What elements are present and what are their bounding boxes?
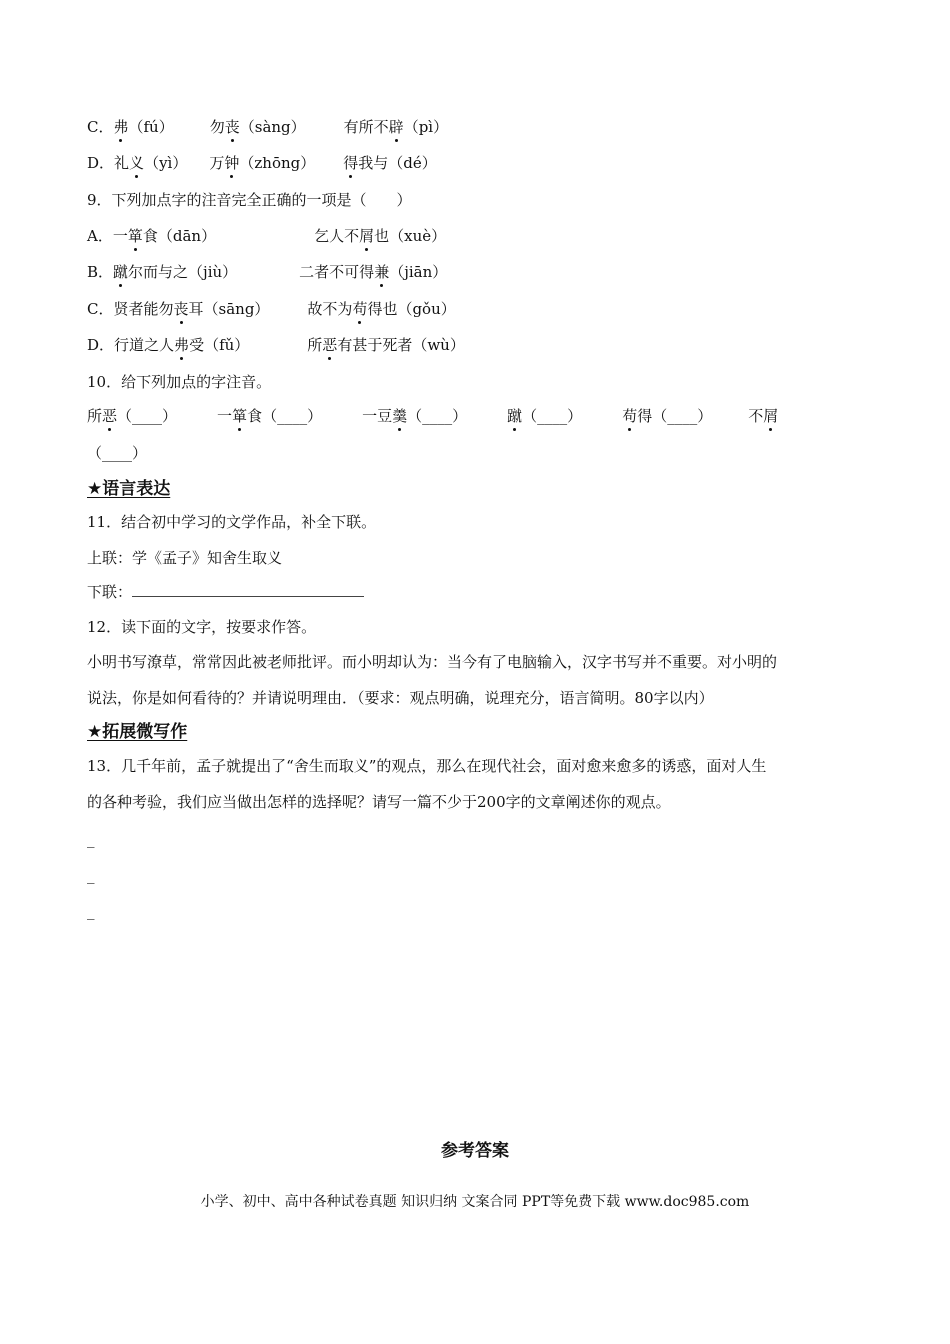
emphasis-dot-char: 义 [129,154,145,172]
q10-items: 所恶（____） 一箪食（____） 一豆羹（____） 蹴（____） 苟得（____） 不屑 [87,407,779,425]
writing-line-1: _ [87,830,95,848]
q9-stem: 9．下列加点字的注音完全正确的一项是（ ） [87,191,412,209]
emphasis-dot-char: 箪 [232,407,248,425]
q11-upper-couplet: 上联：学《孟子》知舍生取义 [87,549,283,567]
q13-prompt-line-1: 13．几千年前，孟子就提出了“舍生而取义”的观点，那么在现代社会，面对愈来愈多的诱惑，面对人生 [87,757,767,775]
emphasis-dot-char: 恶 [322,336,338,354]
answer-blank: （____） [522,407,583,425]
writing-line-3: _ [87,902,95,920]
q10-last-blank [87,443,862,463]
emphasis-dot-char: 钟 [224,154,240,172]
q9-option-b: B．蹴尔而与之（jiù） 二者不可得兼（jiān） [87,263,448,281]
q9-option-d: D．行道之人弗受（fǔ） 所恶有甚于死者（wù） [87,336,465,354]
q12-passage-line-1: 小明书写潦草，常常因此被老师批评。而小明却认为：当今有了电脑输入，汉字书写并不重要。对小明的 [87,653,778,671]
q13-prompt-line-2: 的各种考验，我们应当做出怎样的选择呢？请写一篇不少于200字的文章阐述你的观点。 [87,793,671,811]
q10-stem: 10．给下列加点的字注音。 [87,373,272,391]
emphasis-dot-char: 羹 [392,407,408,425]
emphasis-dot-char: 蹴 [113,263,129,281]
answer-blank: （____） [117,407,178,425]
emphasis-dot-char: 苟 [622,407,638,425]
answer-key-title: 参考答案 [441,1141,509,1161]
emphasis-dot-char: 弗 [113,118,129,136]
answer-blank: （____） [407,407,468,425]
section-heading-language: ★语言表达 [87,479,171,499]
writing-line-2: _ [87,866,95,884]
q8-option-c: C．弗（fú） 勿丧（sàng） 有所不辟（pì） [87,118,449,136]
q11-lower-couplet: 下联： [87,582,862,602]
page-footer: 小学、初中、高中各种试卷真题 知识归纳 文案合同 PPT等免费下载 www.doc985.com [200,1194,750,1210]
q11-stem: 11．结合初中学习的文学作品，补全下联。 [87,513,377,531]
answer-line[interactable] [132,582,364,597]
answer-blank: （____） [652,407,713,425]
emphasis-dot-char: 辟 [388,118,404,136]
emphasis-dot-char: 丧 [173,300,189,318]
emphasis-dot-char: 得 [343,154,359,172]
emphasis-dot-char: 蹴 [507,407,523,425]
emphasis-dot-char: 屑 [763,407,779,425]
q12-stem: 12．读下面的文字，按要求作答。 [87,618,317,636]
emphasis-dot-char: 箪 [127,227,143,245]
answer-blank: （____） [262,407,323,425]
q9-option-a: A．一箪食（dān） 乞人不屑也（xuè） [87,227,447,245]
emphasis-dot-char: 恶 [102,407,118,425]
q8-option-d: D．礼义（yì） 万钟（zhōng） 得我与（dé） [87,154,437,172]
emphasis-dot-char: 兼 [374,263,390,281]
emphasis-dot-char: 弗 [174,336,190,354]
answer-blank: （____） [87,444,148,462]
section-heading-writing: ★拓展微写作 [87,722,188,742]
q12-passage-line-2: 说法，你是如何看待的？并请说明理由．（要求：观点明确，说理充分，语言简明。80字以内） [87,689,714,707]
emphasis-dot-char: 苟 [352,300,368,318]
emphasis-dot-char: 丧 [224,118,240,136]
emphasis-dot-char: 屑 [359,227,375,245]
q9-option-c: C．贤者能勿丧耳（sāng） 故不为苟得也（gǒu） [87,300,456,318]
